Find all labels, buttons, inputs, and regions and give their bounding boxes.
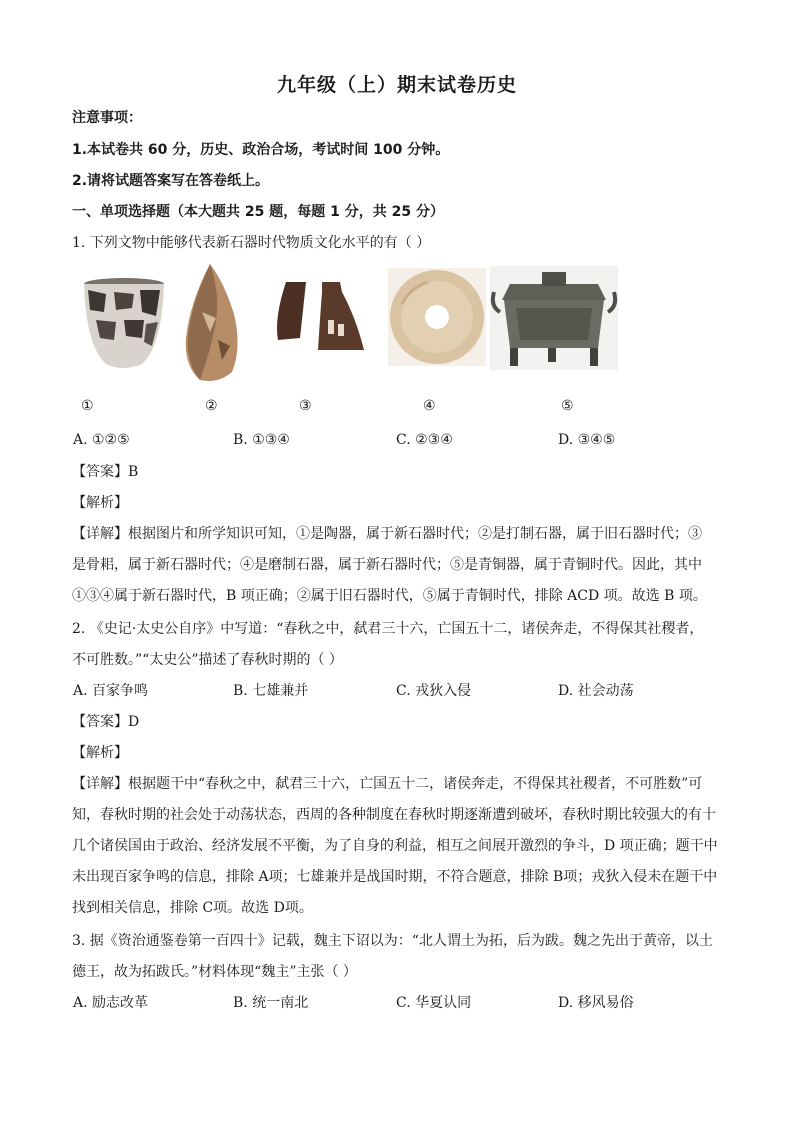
- q2-detail-line-2: 知，春秋时期的社会处于动荡状态，西周的各种制度在春秋时期逐渐遭到破坏，春秋时期比较强大的有十: [72, 807, 716, 823]
- q2-answer: [72, 712, 139, 732]
- q2-analysis-tag: 【解析】: [72, 745, 128, 761]
- q2-option-c: C. 戎狄入侵: [396, 683, 472, 699]
- q2-detail-line-3: 几个诸侯国由于政治、经济发展不平衡，为了自身的利益，相互之间展开激烈的争斗，D 项正确；题干中: [72, 838, 718, 854]
- detail-tag: 【详解】: [72, 776, 128, 792]
- q3-option-d: D. 移风易俗: [558, 995, 634, 1011]
- q3-option-b: B. 统一南北: [233, 995, 309, 1011]
- q2-option-d: D. 社会动荡: [558, 683, 634, 699]
- q2-detail-line-4: 未出现百家争鸣的信息，排除 A项；七雄兼并是战国时期，不符合题意，排除 B项；戎狄入侵未在题干中: [72, 869, 718, 885]
- answer-tag: 【答案】: [72, 464, 128, 480]
- q1-answer: [72, 462, 138, 482]
- bone-spade-image: [268, 278, 368, 358]
- notice-item-2: 2.请将试题答案写在答卷纸上。: [72, 173, 270, 189]
- q1-stem: 1. 下列文物中能够代表新石器时代物质文化水平的有（ ）: [72, 235, 431, 251]
- q1-detail-line-2: 是骨耜，属于新石器时代；④是磨制石器，属于新石器时代；⑤是青铜器，属于青铜时代。因此，其中: [72, 557, 702, 573]
- answer-value: D: [128, 714, 140, 730]
- image-label-3: ③: [299, 398, 312, 414]
- q2-stem-line-2: 不可胜数。”“太史公”描述了春秋时期的（ ）: [72, 652, 343, 668]
- notice-heading: 注意事项：: [72, 110, 142, 126]
- q3-option-a: A. 励志改革: [73, 995, 149, 1011]
- image-label-5: ⑤: [561, 398, 574, 414]
- q1-option-c: C. ②③④: [396, 432, 453, 448]
- q1-option-d: D. ③④⑤: [558, 432, 616, 448]
- q2-option-b: B. 七雄兼并: [233, 683, 309, 699]
- image-label-4: ④: [423, 398, 436, 414]
- q2-stem-line-1: 2. 《史记·太史公自序》中写道：“春秋之中，弑君三十六，亡国五十二，诸侯奔走，不得保其社稷者，: [72, 621, 704, 637]
- section-heading: 一、单项选择题（本大题共 25 题，每题 1 分，共 25 分）: [72, 204, 444, 220]
- q1-option-b: B. ①③④: [233, 432, 290, 448]
- q1-option-a: A. ①②⑤: [73, 432, 130, 448]
- stone-disc-image: [388, 268, 486, 366]
- detail-text: 根据题干中“春秋之中，弑君三十六，亡国五十二，诸侯奔走，不得保其社稷者，不可胜数”可: [128, 776, 703, 792]
- q2-option-a: A. 百家争鸣: [73, 683, 149, 699]
- pottery-image: [80, 276, 168, 372]
- detail-tag: 【详解】: [72, 526, 128, 542]
- q3-stem-line-1: 3. 据《资治通鉴卷第一百四十》记载，魏主下诏以为：“北人谓土为拓，后为跋。魏之先出于黄帝，以土: [72, 933, 713, 949]
- stone-tool-image: [180, 262, 244, 386]
- q2-detail-line-1: [72, 774, 702, 794]
- image-label-1: ①: [81, 398, 94, 414]
- detail-text: 根据图片和所学知识可知，①是陶器，属于新石器时代；②是打制石器，属于旧石器时代；③: [128, 526, 702, 542]
- q1-detail-line-1: [72, 524, 702, 544]
- image-label-2: ②: [205, 398, 218, 414]
- q3-option-c: C. 华夏认同: [396, 995, 472, 1011]
- page-title: 九年级（上）期末试卷历史: [276, 74, 517, 96]
- answer-value: B: [128, 464, 139, 480]
- q2-detail-line-5: 找到相关信息，排除 C项。故选 D项。: [72, 900, 313, 916]
- bronze-vessel-image: [490, 266, 618, 370]
- answer-tag: 【答案】: [72, 714, 128, 730]
- q1-analysis-tag: 【解析】: [72, 495, 128, 511]
- notice-item-1: 1.本试卷共 60 分，历史、政治合场，考试时间 100 分钟。: [72, 142, 450, 158]
- q3-stem-line-2: 德王，故为拓跋氏。”材料体现“魏主”主张（ ）: [72, 964, 357, 980]
- q1-detail-line-3: ①③④属于新石器时代，B 项正确；②属于旧石器时代，⑤属于青铜时代，排除 ACD 项。故选 B 项。: [72, 588, 707, 604]
